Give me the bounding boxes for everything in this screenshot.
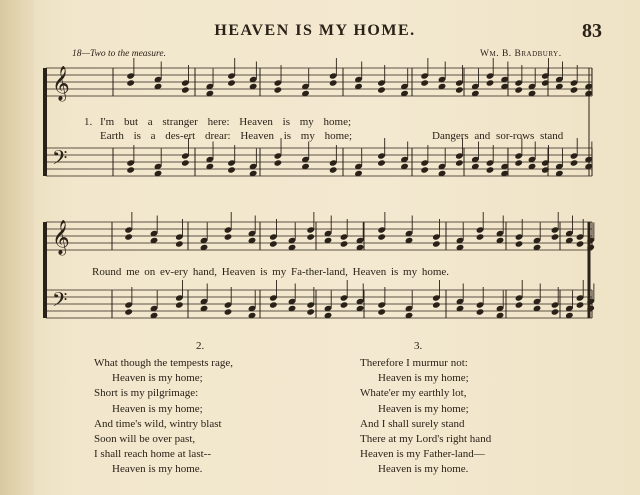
note-head [269,240,278,247]
lyric-line-2-continued: Dangers and sor-rows stand [432,130,564,142]
staff-lines-group [43,66,592,318]
note-head [432,240,441,247]
system-bracket [43,68,47,176]
verse-line: Heaven is my Father-land— [360,448,485,461]
verse-line: And time's wild, wintry blast [94,417,222,430]
note-head [570,86,579,93]
verse-line: Whate'er my earthly lot, [360,387,467,400]
note-head [377,159,386,166]
lyric-line-2: Earth is a des-ert drear: Heaven is my home; [100,130,353,142]
note-head [124,233,133,240]
note-head [576,301,585,308]
note-head [476,233,485,240]
treble-clef: 𝄞 [52,220,70,255]
note-head [514,86,523,93]
note-head [274,86,283,93]
note-head [126,79,135,86]
verse-line: What though the tempests rage, [94,357,233,369]
bass-clef: 𝄢 [52,146,68,174]
bass-clef: 𝄢 [52,288,68,316]
note-head [227,79,236,86]
note-head [306,233,315,240]
note-head [455,159,464,166]
notes-group [124,58,595,319]
note-head [420,79,429,86]
verse-line: Soon will be over past, [94,433,196,446]
verse-line: Heaven is my home. [378,463,469,476]
note-head [515,240,524,247]
note-head [486,79,495,86]
verse-line: I shall reach home at last-- [94,448,211,461]
note-head [340,301,349,308]
note-head [514,159,523,166]
note-head [486,166,495,173]
note-head [377,86,386,93]
note-head [124,308,133,315]
note-head [576,240,585,247]
note-head [551,233,560,240]
verse-2-text [94,356,233,478]
note-head [329,79,338,86]
verse-3-number: 3. [414,340,423,352]
verse-line: Heaven is my home. [112,463,203,476]
composer-credit: Wm. B. Bradbury. [480,49,562,59]
verse-line: Heaven is my home; [378,402,469,415]
note-head [274,159,283,166]
system-bracket [43,222,47,318]
verse-line: Short is my pilgrimage: [94,387,199,400]
page-number: 83 [582,20,602,42]
note-head [570,159,579,166]
note-head [432,301,441,308]
tempo-marking: 18—Two to the measure. [72,49,166,59]
note-head [224,308,233,315]
treble-clef: 𝄞 [52,66,70,101]
note-head [340,240,349,247]
hymn-title: HEAVEN IS MY HOME. [214,22,416,39]
note-head [224,233,233,240]
note-head [227,166,236,173]
verse-line: Therefore I murmur not: [360,357,468,369]
verse-1-number: 1. [84,116,93,128]
verse-line: There at my Lord's right hand [360,433,492,446]
verse-line: Heaven is my home; [112,402,203,415]
verse-line: Heaven is my home; [112,372,203,385]
lyric-line-3: Round me on ev-ery hand, Heaven is my Fa-ther-land, Heaven is my home. [92,266,450,278]
note-head [306,308,315,315]
note-head [175,301,184,308]
verse-line: And I shall surely stand [360,417,465,430]
note-head [476,308,485,315]
verse-line: Heaven is my home; [378,372,469,385]
note-head [377,233,386,240]
note-head [329,166,338,173]
note-head [181,159,190,166]
note-head [551,308,560,315]
lyric-line-1: I'm but a stranger here: Heaven is my home; [100,116,352,128]
note-head [175,240,184,247]
note-head [455,86,464,93]
note-head [420,166,429,173]
note-head [181,86,190,93]
note-head [377,308,386,315]
note-head [515,301,524,308]
verse-2-number: 2. [196,340,205,352]
note-head [269,301,278,308]
note-head [126,166,135,173]
verse-3-text [360,356,491,478]
